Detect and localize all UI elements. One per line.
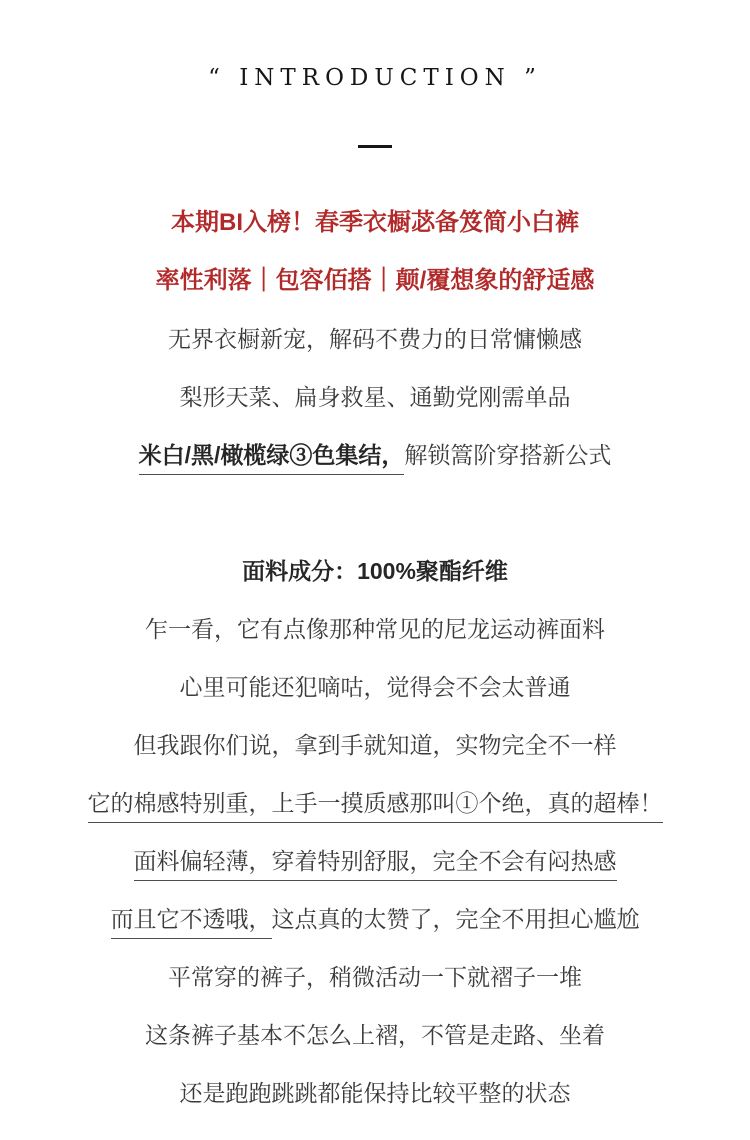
- fabric-line-2: 心里可能还犯嘀咕，觉得会不会太普通: [179, 674, 571, 700]
- fabric-line-5-underlined: 面料偏轻薄，穿着特别舒服，完全不会有闷热感: [134, 848, 617, 881]
- fabric-line-7: 平常穿的裤子，稍微活动一下就褶子一堆: [168, 964, 582, 990]
- fabric-line-6-rest: 这点真的太赞了，完全不用担心尴尬: [271, 906, 640, 932]
- promo-line-1: 本期BI入榜！春季衣橱苾备笈简小白裤: [171, 209, 579, 236]
- color-options-highlight: 米白/黑/橄榄绿③色集结，: [139, 442, 405, 475]
- fabric-line-4: [0, 774, 750, 832]
- intro-line-3: [0, 426, 750, 484]
- fabric-line-6: [0, 890, 750, 948]
- fabric-line-9: 还是跑跑跳跳都能保持比较平整的状态: [179, 1080, 571, 1106]
- section-spacer: [0, 484, 750, 542]
- intro-line-3-rest: 解锁篙阶穿搭新公式: [404, 442, 612, 468]
- fabric-line-5: [0, 832, 750, 890]
- intro-title: “ INTRODUCTION ”: [208, 65, 542, 91]
- intro-line-2: 梨形天菜、扁身救星、通勤党刚需单品: [179, 384, 571, 410]
- header-divider-dash: [358, 145, 392, 148]
- fabric-heading: 面料成分：100%聚酯纤维: [242, 558, 508, 584]
- fabric-line-6-underlined: 而且它不透哦，: [111, 906, 272, 939]
- fabric-line-3: 但我跟你们说，拿到手就知道，实物完全不一样: [133, 732, 617, 758]
- intro-line-1: 无界衣橱新宠，解码不费力的日常慵懒感: [168, 326, 582, 352]
- fabric-line-4-underlined: 它的棉感特别重，上手一摸质感那叫①个绝，真的超棒！: [88, 790, 663, 823]
- section-header: [0, 0, 750, 148]
- fabric-line-1: 乍一看，它有点像那种常见的尼龙运动裤面料: [145, 616, 605, 642]
- fabric-line-8: 这条裤子基本不怎么上褶，不管是走路、坐着: [145, 1022, 605, 1048]
- description-text-block: [0, 194, 750, 1122]
- promo-line-2: 率性利落｜包容佰搭｜颠/覆想象的舒适感: [155, 267, 595, 294]
